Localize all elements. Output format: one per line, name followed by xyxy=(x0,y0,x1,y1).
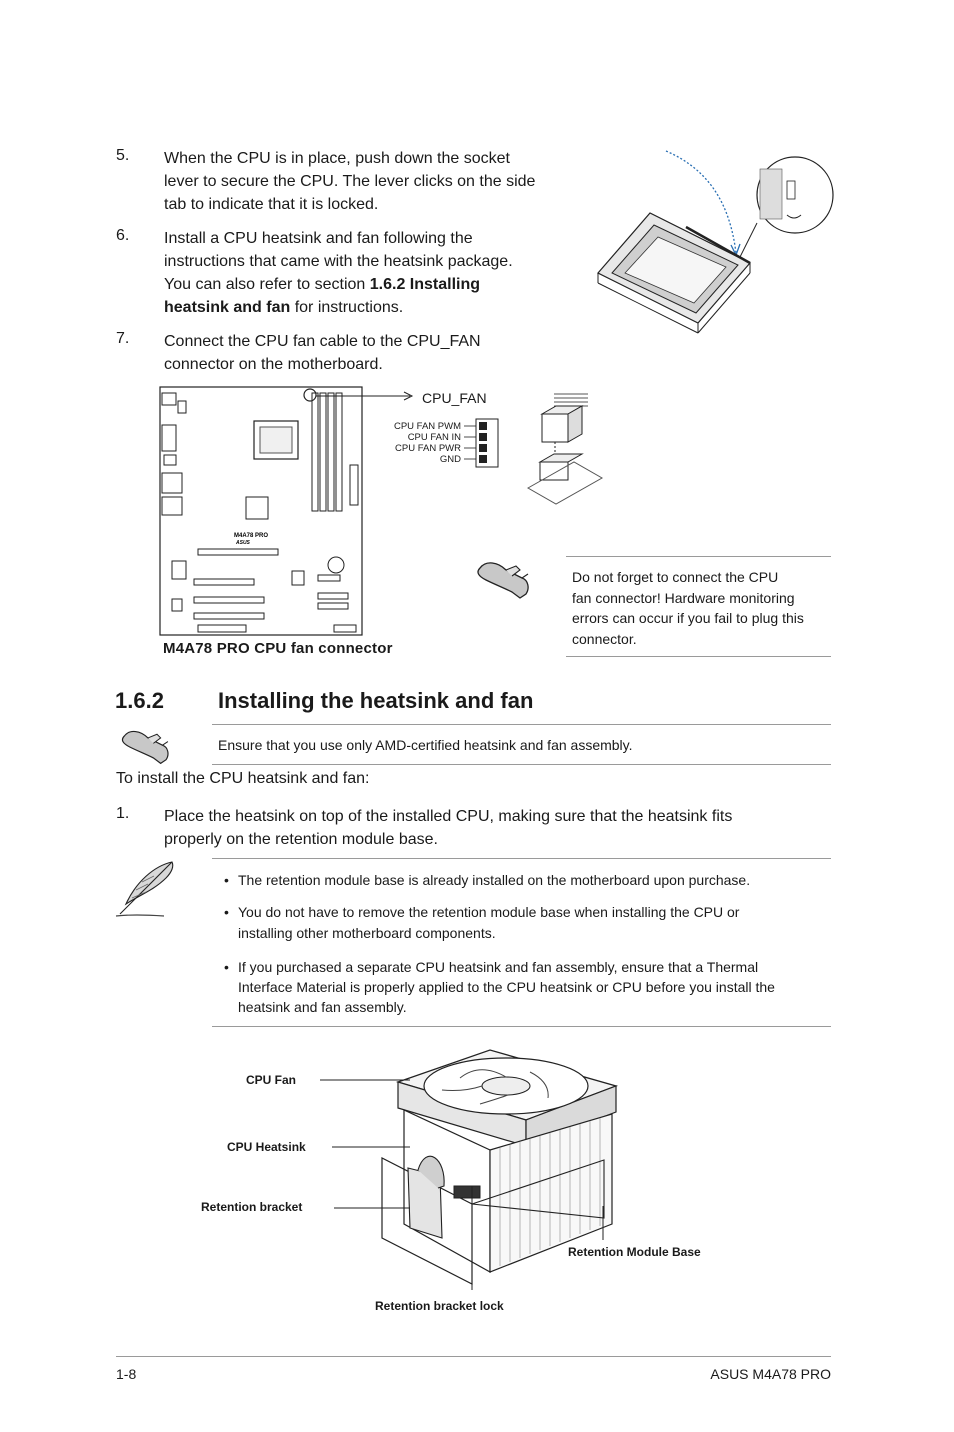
label-cpu-heatsink: CPU Heatsink xyxy=(227,1140,306,1154)
step-line: tab to indicate that it is locked. xyxy=(164,196,379,213)
section-reference: 1.6.2 Installing xyxy=(369,276,481,293)
bullet-line: installing other motherboard components. xyxy=(238,925,496,941)
step-line: properly on the retention module base. xyxy=(164,831,438,848)
section-title: Installing the heatsink and fan xyxy=(218,688,534,713)
step-line: Install a CPU heatsink and fan following the xyxy=(164,230,473,247)
intro-text: To install the CPU heatsink and fan: xyxy=(116,770,370,787)
note-line: errors can occur if you fail to plug this xyxy=(572,610,804,626)
step-number: 1. xyxy=(116,805,130,822)
pin-label: CPU FAN PWM xyxy=(393,421,461,432)
pin-label: GND xyxy=(439,454,461,465)
step-line: When the CPU is in place, push down the socket xyxy=(164,150,510,167)
bullet: • xyxy=(224,959,229,975)
footer-rule xyxy=(116,1356,831,1357)
note-line: Do not forget to connect the CPU xyxy=(572,569,779,585)
step-text-span: for instructions. xyxy=(290,299,404,316)
figure-caption: M4A78 PRO CPU fan connector xyxy=(163,640,393,657)
section-reference: heatsink and fan xyxy=(164,299,291,316)
step-number: 5. xyxy=(116,147,130,164)
bullet-line: heatsink and fan assembly. xyxy=(238,999,407,1015)
label-retention-bracket-lock: Retention bracket lock xyxy=(375,1299,504,1313)
bullet-line: The retention module base is already installed on the motherboard upon purchase. xyxy=(238,872,751,888)
board-model-label: M4A78 PRO xyxy=(234,533,269,539)
bullet: • xyxy=(224,904,229,920)
bullet-line: You do not have to remove the retention module base when installing the CPU or xyxy=(238,904,740,920)
caution-note: Ensure that you use only AMD-certified heatsink and fan assembly. xyxy=(218,737,633,753)
label-cpu-fan: CPU Fan xyxy=(246,1073,297,1087)
step-line: Connect the CPU fan cable to the CPU_FAN xyxy=(164,333,481,350)
note-line: connector. xyxy=(572,630,637,647)
label-retention-bracket: Retention bracket xyxy=(201,1200,303,1214)
bullet-line: Interface Material is properly applied to the CPU heatsink or CPU before you install the xyxy=(238,979,775,995)
step-number: 6. xyxy=(116,227,130,244)
step-line: Place the heatsink on top of the installed CPU, making sure that the heatsink fits xyxy=(164,808,733,825)
note-line: fan connector! Hardware monitoring xyxy=(572,589,795,606)
bullet: • xyxy=(224,872,229,888)
step-text-span: You can also refer to section xyxy=(164,276,370,293)
pin-label: CPU FAN IN xyxy=(407,432,461,443)
step-number: 7. xyxy=(116,330,130,347)
step-line: instructions that came with the heatsink package. xyxy=(164,253,513,270)
asus-logo-text: ASUS xyxy=(236,540,250,546)
step-line: lever to secure the CPU. The lever clicks on the side xyxy=(164,173,536,190)
label-retention-module-base: Retention Module Base xyxy=(568,1245,701,1259)
cpu-fan-connector-label: CPU_FAN xyxy=(422,390,487,406)
section-number: 1.6.2 xyxy=(115,688,164,713)
bullet-line: If you purchased a separate CPU heatsink and fan assembly, ensure that a Thermal xyxy=(238,959,759,975)
page-number: 1-8 xyxy=(116,1366,137,1382)
product-name: ASUS M4A78 PRO xyxy=(710,1366,831,1382)
pin-label: CPU FAN PWR xyxy=(395,443,461,454)
step-line: connector on the motherboard. xyxy=(164,356,383,373)
